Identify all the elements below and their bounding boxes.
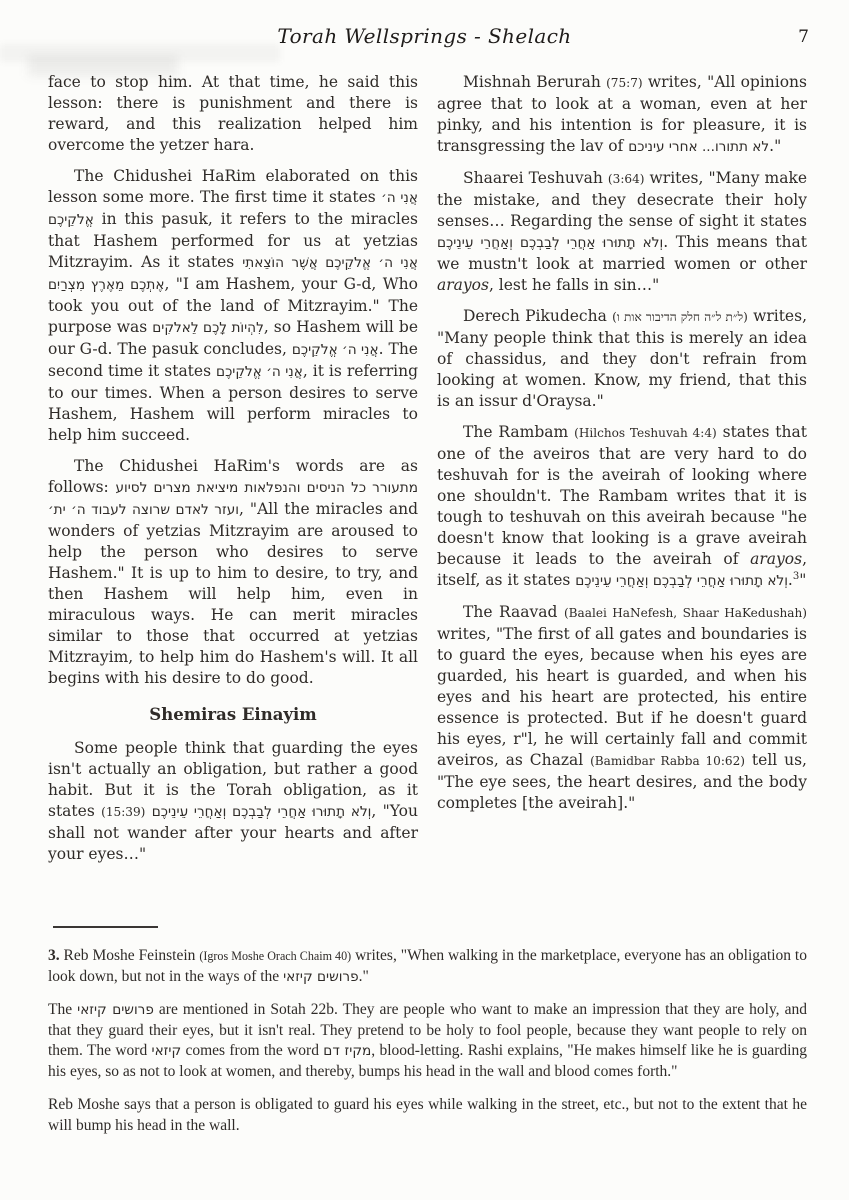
paragraph	[48, 166, 418, 446]
text-run: Derech Pikudecha	[463, 307, 613, 325]
paragraph	[437, 72, 807, 158]
page-number: 7	[798, 27, 809, 47]
paragraph	[437, 168, 807, 296]
paragraph	[437, 422, 807, 592]
source-citation: (Igros Moshe Orach Chaim 40)	[199, 949, 352, 963]
text-run: . The second time it states	[48, 340, 418, 380]
hebrew-phrase: לִהְיוֹת לָכֶם לֵאלֹקִים	[152, 320, 264, 336]
text-run: "	[799, 571, 807, 589]
source-citation: (3:64)	[607, 172, 645, 186]
text-run: The Chidushei HaRim elaborated on this lesson some more. The first time it states	[48, 167, 418, 206]
page-header	[0, 24, 849, 58]
left-column	[48, 72, 418, 875]
text-run: writes, "Many make the mistake, and they desecrate their holy senses… Regarding the sense of sight it states	[437, 169, 808, 230]
text-run: Some people think that guarding the eyes isn't actually an obligation, but rather a good habit. But it is the Torah obligation, as it states	[48, 739, 418, 820]
paragraph	[48, 738, 418, 865]
source-citation: (Baalei HaNefesh, Shaar HaKedushah)	[563, 606, 807, 620]
footnote-section	[48, 926, 807, 1149]
text-run: The	[48, 1001, 78, 1018]
text-run: tell us, "The eye sees, the heart desires, and the body completes [the aveirah]."	[437, 751, 807, 812]
text-run: , itself, as it states	[437, 550, 807, 589]
text-run: writes, "Many people think that this is merely an idea of chassidus, and they don't refrain from looking at women. Know, my friend, that this is an issur d'Oraysa."	[437, 307, 807, 410]
footnote-divider	[53, 926, 158, 928]
text-run: comes from the word	[181, 1042, 324, 1059]
text-run: writes, "When walking in the marketplace, everyone has an obligation to look down, but not in the ways of the	[48, 947, 807, 985]
paragraph	[437, 602, 807, 814]
text-run: , so Hashem will be our G-d. The pasuk concludes,	[48, 318, 418, 358]
text-run: face to stop him. At that time, he said this lesson: there is punishment and there is reward, and this realization helped him overcome the yetzer hara.	[48, 73, 418, 154]
footnote-number: 3.	[48, 947, 60, 964]
text-run: in this pasuk, it refers to the miracles that Hashem performed for us at yetzias Mitzrayim. As it states	[48, 210, 418, 271]
text-run: , blood-letting. Rashi explains, "He makes himself like he is guarding his eyes, so as not to look at women, and thereby, bumps his head in the wall and blood comes forth."	[48, 1042, 807, 1080]
paragraph	[48, 72, 418, 156]
hebrew-phrase: וְלֹא תָתוּרוּ אַחֲרֵי לְבַבְכֶם וְאַחֲרֵי עֵינֵיכֶם	[575, 573, 788, 589]
italic-term: arayos	[437, 276, 489, 294]
hebrew-phrase: אֲנִי ה׳ אֱלֹקֵיכֶם	[291, 342, 379, 358]
source-citation: (ל״ת ל״ה חלק הדיבור אות ו)	[612, 310, 748, 324]
source-citation: (75:7)	[606, 76, 643, 90]
text-run: , "You shall not wander after your hearts and after your eyes…"	[48, 802, 418, 863]
text-run: writes, "The first of all gates and boundaries is to guard the eyes, because when his eyes are guarded, his heart is guarded, and when his eyes and his heart are protected, his entire essence is protected. But if he doesn't guard his eyes, r"l, he will certainly fall and commit aveiros, as Chazal	[437, 625, 807, 769]
paragraph	[48, 946, 807, 987]
footnote-marker: 3	[792, 570, 800, 582]
text-run: , "All the miracles and wonders of yetzias Mitzrayim are aroused to help the person who desires to serve Hashem." It is up to him to desire, to try, and then Hashem will help him, even in miraculous ways. He can merit miracles similar to those that occurred at yetzias Mitzrayim, to help him do Hashem's will. It all begins with his desire to do good.	[48, 500, 418, 687]
paragraph	[48, 456, 418, 689]
text-run: writes, "All opinions agree that to look at a woman, even at her pinky, and his intention is for pleasure, it is transgressing the lav of	[437, 73, 807, 155]
source-citation: (Bamidbar Rabba 10:62)	[590, 754, 746, 768]
text-run: . This means that we mustn't look at married women or other	[437, 233, 808, 273]
text-run: Shaarei Teshuvah	[463, 169, 608, 187]
hebrew-phrase: לא תתורו... אחרי עיניכם	[628, 139, 770, 155]
footnote-blocks	[48, 946, 807, 1136]
text-run: Reb Moshe says that a person is obligated to guard his eyes while walking in the street, etc., but not to the extent that he will bump his head in the wall.	[48, 1096, 807, 1134]
hebrew-phrase: פרושים קיזאי	[283, 968, 359, 985]
text-run: Shemiras Einayim	[149, 705, 317, 724]
text-run: , it is referring to our times. When a person desires to serve Hashem, Hashem will perform miracles to help him succeed.	[48, 362, 418, 444]
hebrew-phrase: אֲנִי ה׳ אֱלֹקֵיכֶם אֲשֶׁר הוֹצֵאתִי אֶתְכֶם מֵאֶרֶץ מִצְרַיִם	[48, 255, 418, 293]
text-run: Reb Moshe Feinstein	[59, 947, 200, 964]
text-run: The Rambam	[463, 423, 575, 441]
hebrew-phrase: קיזאי	[151, 1043, 182, 1059]
italic-term: arayos	[750, 550, 803, 568]
body-columns	[48, 72, 807, 875]
hebrew-phrase: מתעורר כל הניסים והנפלאות מיציאת מצרים לסיוע ועזר לאדם שרוצה לעבוד ה׳ ית׳	[48, 480, 419, 518]
hebrew-phrase: וְלֹא תָתוּרוּ אַחֲרֵי לְבַבְכֶם וְאַחֲרֵי עֵינֵיכֶם	[437, 235, 664, 251]
paragraph	[48, 1000, 807, 1082]
text-run: ."	[769, 137, 782, 155]
source-citation: (Hilchos Teshuvah 4:4)	[574, 426, 717, 440]
text-run: The Raavad	[463, 603, 564, 621]
hebrew-phrase: פרושים קיזאי	[77, 1002, 154, 1018]
paragraph	[437, 306, 807, 412]
hebrew-phrase: אֲנִי ה׳ אֱלֹקֵיכֶם	[216, 364, 303, 380]
text-run: Mishnah Berurah	[463, 73, 607, 91]
text-run: The Chidushei HaRim's words are as follows:	[48, 457, 418, 496]
hebrew-phrase: וְלֹא תָתוּרוּ אַחֲרֵי לְבַבְכֶם וְאַחֲרֵי עֵינֵיכֶם	[151, 804, 372, 820]
page-title: Torah Wellsprings - Shelach	[277, 24, 572, 48]
text-run: states that one of the aveiros that are very hard to do teshuvah for is the aveirah of looking where one shouldn't. The Rambam writes that it is tough to teshuvah on this aveirah because "he doesn't know that looking is a grave aveirah because it leads to the aveirah of	[437, 423, 807, 568]
right-column	[437, 72, 807, 875]
text-run: .	[787, 571, 793, 589]
hebrew-phrase: אֲנִי ה׳ אֱלֹקֵיכֶם	[48, 190, 418, 228]
text-run: , "I am Hashem, your G-d, Who took you out of the land of Mitzrayim." The purpose was	[48, 275, 418, 336]
text-run: are mentioned in Sotah 22b. They are people who want to make an impression that they are holy, and that they guard their eyes, but it isn't real. They pretend to be holy to fool people, because they want people to rely on them. The word	[48, 1001, 807, 1059]
hebrew-phrase: מקיז דם	[323, 1043, 372, 1059]
text-run: , lest he falls in sin…"	[488, 276, 660, 294]
text-run: ."	[358, 967, 369, 985]
source-citation: (15:39)	[101, 805, 146, 819]
paragraph	[48, 1095, 807, 1136]
section-heading	[48, 705, 418, 724]
